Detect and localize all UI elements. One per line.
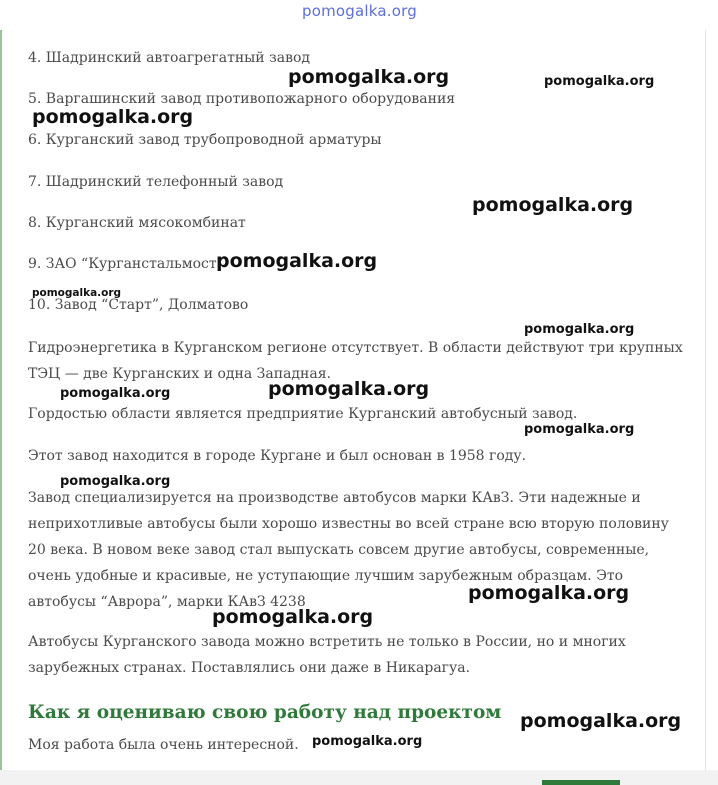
- watermark: pomogalka.org: [60, 386, 171, 401]
- paragraph-export: Автобусы Курганского завода можно встретить не только в России, но и многих зарубежных странах. Поставлялись они даже в Никарагуа.: [28, 634, 626, 676]
- section-text: Моя работа была очень интересной.: [28, 737, 299, 753]
- list-item: 6. Курганский завод трубопроводной арматуры: [28, 132, 382, 148]
- paragraph-hydro: Гидроэнергетика в Курганском регионе отсутствует. В области действуют три крупных ТЭЦ — две Курганских и одна Западная.: [28, 340, 683, 382]
- watermark: pomogalka.org: [32, 287, 122, 299]
- top-watermark: pomogalka.org: [302, 2, 417, 20]
- paragraph-founded: Этот завод находится в городе Кургане и был основан в 1958 году.: [28, 448, 527, 464]
- watermark: pomogalka.org: [312, 734, 423, 749]
- left-border: [0, 30, 2, 770]
- watermark: pomogalka.org: [472, 194, 634, 216]
- watermark: pomogalka.org: [60, 474, 171, 489]
- watermark: pomogalka.org: [32, 106, 194, 128]
- paragraph-pride: Гордостью области является предприятие Курганский автобусный завод.: [28, 406, 578, 422]
- section-heading: Как я оцениваю свою работу над проектом: [28, 702, 502, 723]
- watermark: pomogalka.org: [268, 378, 430, 400]
- bottom-accent: [542, 780, 620, 785]
- watermark: pomogalka.org: [524, 322, 635, 337]
- watermark: pomogalka.org: [288, 66, 450, 88]
- watermark: pomogalka.org: [524, 422, 635, 437]
- list-item: 7. Шадринский телефонный завод: [28, 174, 284, 190]
- right-border: [705, 30, 706, 770]
- watermark: pomogalka.org: [468, 582, 630, 604]
- list-item: 9. ЗАО “Курганстальмост”: [28, 256, 224, 272]
- list-item: 5. Варгашинский завод противопожарного оборудования: [28, 91, 456, 107]
- paragraph-buses: Завод специализируется на производстве автобусов марки КАвЗ. Эти надежные и неприхотливые автобусы были хорошо известны во всей стране всю вторую половину 20 века. В новом веке завод стал выпускать совсем другие автобусы, современные, очень удобные и красивые, не уступающие лучшим зарубежным образцам. Это автобусы “Аврора”, марки КАвЗ 4238: [28, 490, 669, 610]
- list-item: 8. Курганский мясокомбинат: [28, 215, 246, 231]
- watermark: pomogalka.org: [216, 250, 378, 272]
- watermark: pomogalka.org: [520, 710, 682, 732]
- list-item: 10. Завод “Старт”, Долматово: [28, 297, 249, 313]
- list-item: 4. Шадринский автоагрегатный завод: [28, 50, 311, 66]
- watermark: pomogalka.org: [544, 74, 655, 89]
- watermark: pomogalka.org: [212, 606, 374, 628]
